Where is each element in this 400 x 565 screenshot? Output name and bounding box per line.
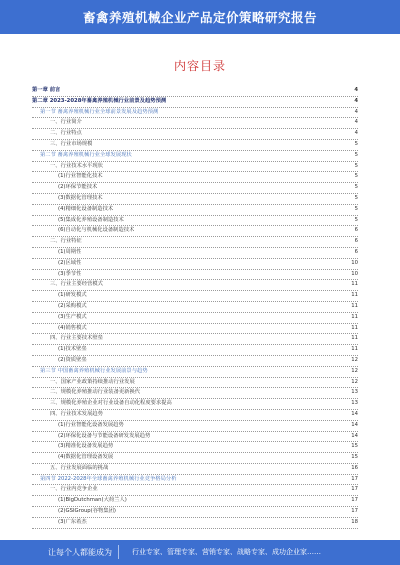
toc-entry-page: 4	[354, 97, 358, 104]
toc-entry-page: 12	[351, 356, 358, 363]
toc-entry-page: 5	[354, 173, 358, 180]
toc-entry-page: 6	[354, 238, 358, 245]
toc-entry-label: (2)环保化设备与节能设备研发发展趋势	[58, 432, 151, 439]
toc-entry-page: 11	[351, 335, 358, 342]
toc-entry-label: 第二节 畜禽养殖机械行业全球发展现状	[40, 151, 132, 158]
toc-entry-label: (3)广东希杰	[58, 518, 87, 525]
toc-entry-page: 5	[354, 184, 358, 191]
toc-entry-label: 二、行业特征	[50, 238, 82, 245]
toc-entry-page: 12	[351, 378, 358, 385]
toc-entry-label: (1)研发模式	[58, 292, 87, 299]
footer-banner	[0, 540, 400, 565]
toc-entry-label: (6)自动化与机械化设备制造技术	[58, 227, 135, 234]
toc-entry-label: 第二章 2023-2028年畜禽养殖机械行业前景及趋势预测	[32, 97, 167, 104]
toc-entry-page: 5	[354, 151, 358, 158]
toc-entry-page: 12	[351, 367, 358, 374]
toc-entry-label: (2)资质壁垒	[58, 356, 87, 363]
toc-title: 内容目录	[173, 59, 226, 73]
toc-entry-page: 4	[354, 119, 358, 126]
toc-entry-page: 13	[351, 400, 358, 407]
toc-entry-page: 11	[351, 313, 358, 320]
toc-entry-label: (1)行业智能化技术	[58, 173, 103, 180]
footer-tagline: 行业专家、管理专家、营销专家、战略专家、成功企业家……	[132, 548, 321, 556]
toc-entry-label: (4)精细化设备制造技术	[58, 205, 114, 212]
toc-entry-label: (4)数据化管理设备发展	[58, 454, 114, 461]
toc-entry-page: 11	[351, 281, 358, 288]
toc-entry-label: 第一章 前言	[32, 87, 61, 93]
toc-entry-page: 14	[351, 432, 358, 439]
toc-entry-label: 四、行业技术发展趋势	[50, 410, 103, 417]
toc-entry-label: (1)周期性	[58, 248, 82, 255]
toc-entry-page: 15	[351, 443, 358, 450]
toc-entry-label: 五、行业发展面临的挑战	[50, 464, 109, 471]
toc-entry-page: 11	[351, 346, 358, 353]
toc-entry-page: 4	[354, 108, 358, 115]
toc-entry-label: (4)销售模式	[58, 324, 87, 331]
toc-entry-label: (3)生产模式	[58, 313, 87, 320]
report-header	[0, 0, 400, 34]
toc-entry-label: (3)数据化管理技术	[58, 194, 103, 201]
toc-entry-label: (2)采购模式	[58, 302, 87, 309]
toc-entry-label: 一、国家产业政策持续推动行业发展	[50, 378, 135, 385]
toc-entry-label: (2)GSIGroup(谷物集团)	[58, 508, 116, 515]
toc-entry-page: 14	[351, 410, 358, 417]
toc-entry-label: 三、行业市场规模	[50, 140, 93, 147]
toc-entry-page: 5	[354, 162, 358, 169]
toc-entry-page: 5	[354, 194, 358, 201]
toc-entry-page: 4	[354, 130, 358, 137]
toc-entry-page: 17	[351, 486, 358, 493]
toc-entry-label: 一、行业简介	[50, 119, 82, 126]
toc-entry-page: 6	[354, 248, 358, 255]
toc-entry[interactable]	[32, 518, 358, 529]
toc-entry-label: (5)集成化养殖设备制造技术	[58, 216, 124, 223]
toc-entry-page: 10	[351, 270, 358, 277]
toc-entry-page: 17	[351, 475, 358, 482]
toc-entry-page: 5	[354, 216, 358, 223]
table-of-contents	[32, 86, 358, 529]
toc-entry-label: 第一节 畜禽养殖机械行业全球前景发展及趋势预测	[40, 108, 159, 115]
toc-entry-page: 17	[351, 508, 358, 515]
toc-entry-page: 11	[351, 302, 358, 309]
toc-entry-page: 13	[351, 389, 358, 396]
toc-entry-page: 10	[351, 259, 358, 266]
toc-entry-label: (2)环保节能技术	[58, 184, 98, 191]
toc-entry-label: 二、行业特点	[50, 130, 82, 137]
toc-entry-label: 第四节 2022-2028年全球畜禽养殖机械行业竞争格局分析	[40, 475, 177, 482]
toc-entry-label: 三、规模化养殖企业对行业设备自动化程度要求提高	[50, 400, 172, 407]
toc-entry-label: 一、行业内竞争企业	[50, 486, 98, 493]
footer-slogan: 让每个人都能成为	[48, 548, 112, 557]
footer-divider	[118, 545, 119, 559]
toc-entry-page: 4	[354, 87, 358, 93]
toc-entry-label: 第三节 中国畜禽养殖机械行业发展前景与趋势	[40, 367, 148, 374]
toc-entry-page: 6	[354, 227, 358, 234]
report-title: 畜禽养殖机械企业产品定价策略研究报告	[82, 10, 317, 25]
toc-entry-label: (1)BigDutchman(大荷兰人)	[58, 497, 127, 504]
toc-entry-page: 5	[354, 140, 358, 147]
toc-entry-label: 二、规模化养殖推动行业装备更新换代	[50, 389, 141, 396]
toc-entry-label: 三、行业主要经营模式	[50, 281, 103, 288]
toc-entry-label: (1)行业智能化设备发展趋势	[58, 421, 124, 428]
toc-entry-page: 18	[351, 518, 358, 525]
toc-entry-label: (1)技术壁垒	[58, 346, 87, 353]
toc-entry-page: 14	[351, 421, 358, 428]
toc-entry-label: (3)季节性	[58, 270, 82, 277]
toc-entry-page: 16	[351, 464, 358, 471]
toc-entry-label: 一、行业技术水平现状	[50, 162, 103, 169]
toc-entry-page: 5	[354, 205, 358, 212]
toc-entry-label: (3)精准化设备发展趋势	[58, 443, 114, 450]
toc-entry-label: (2)区域性	[58, 259, 82, 266]
toc-entry-page: 15	[351, 454, 358, 461]
toc-entry-label: 四、行业主要技术壁垒	[50, 335, 103, 342]
toc-entry-page: 11	[351, 324, 358, 331]
toc-entry-page: 11	[351, 292, 358, 299]
toc-entry-page: 17	[351, 497, 358, 504]
